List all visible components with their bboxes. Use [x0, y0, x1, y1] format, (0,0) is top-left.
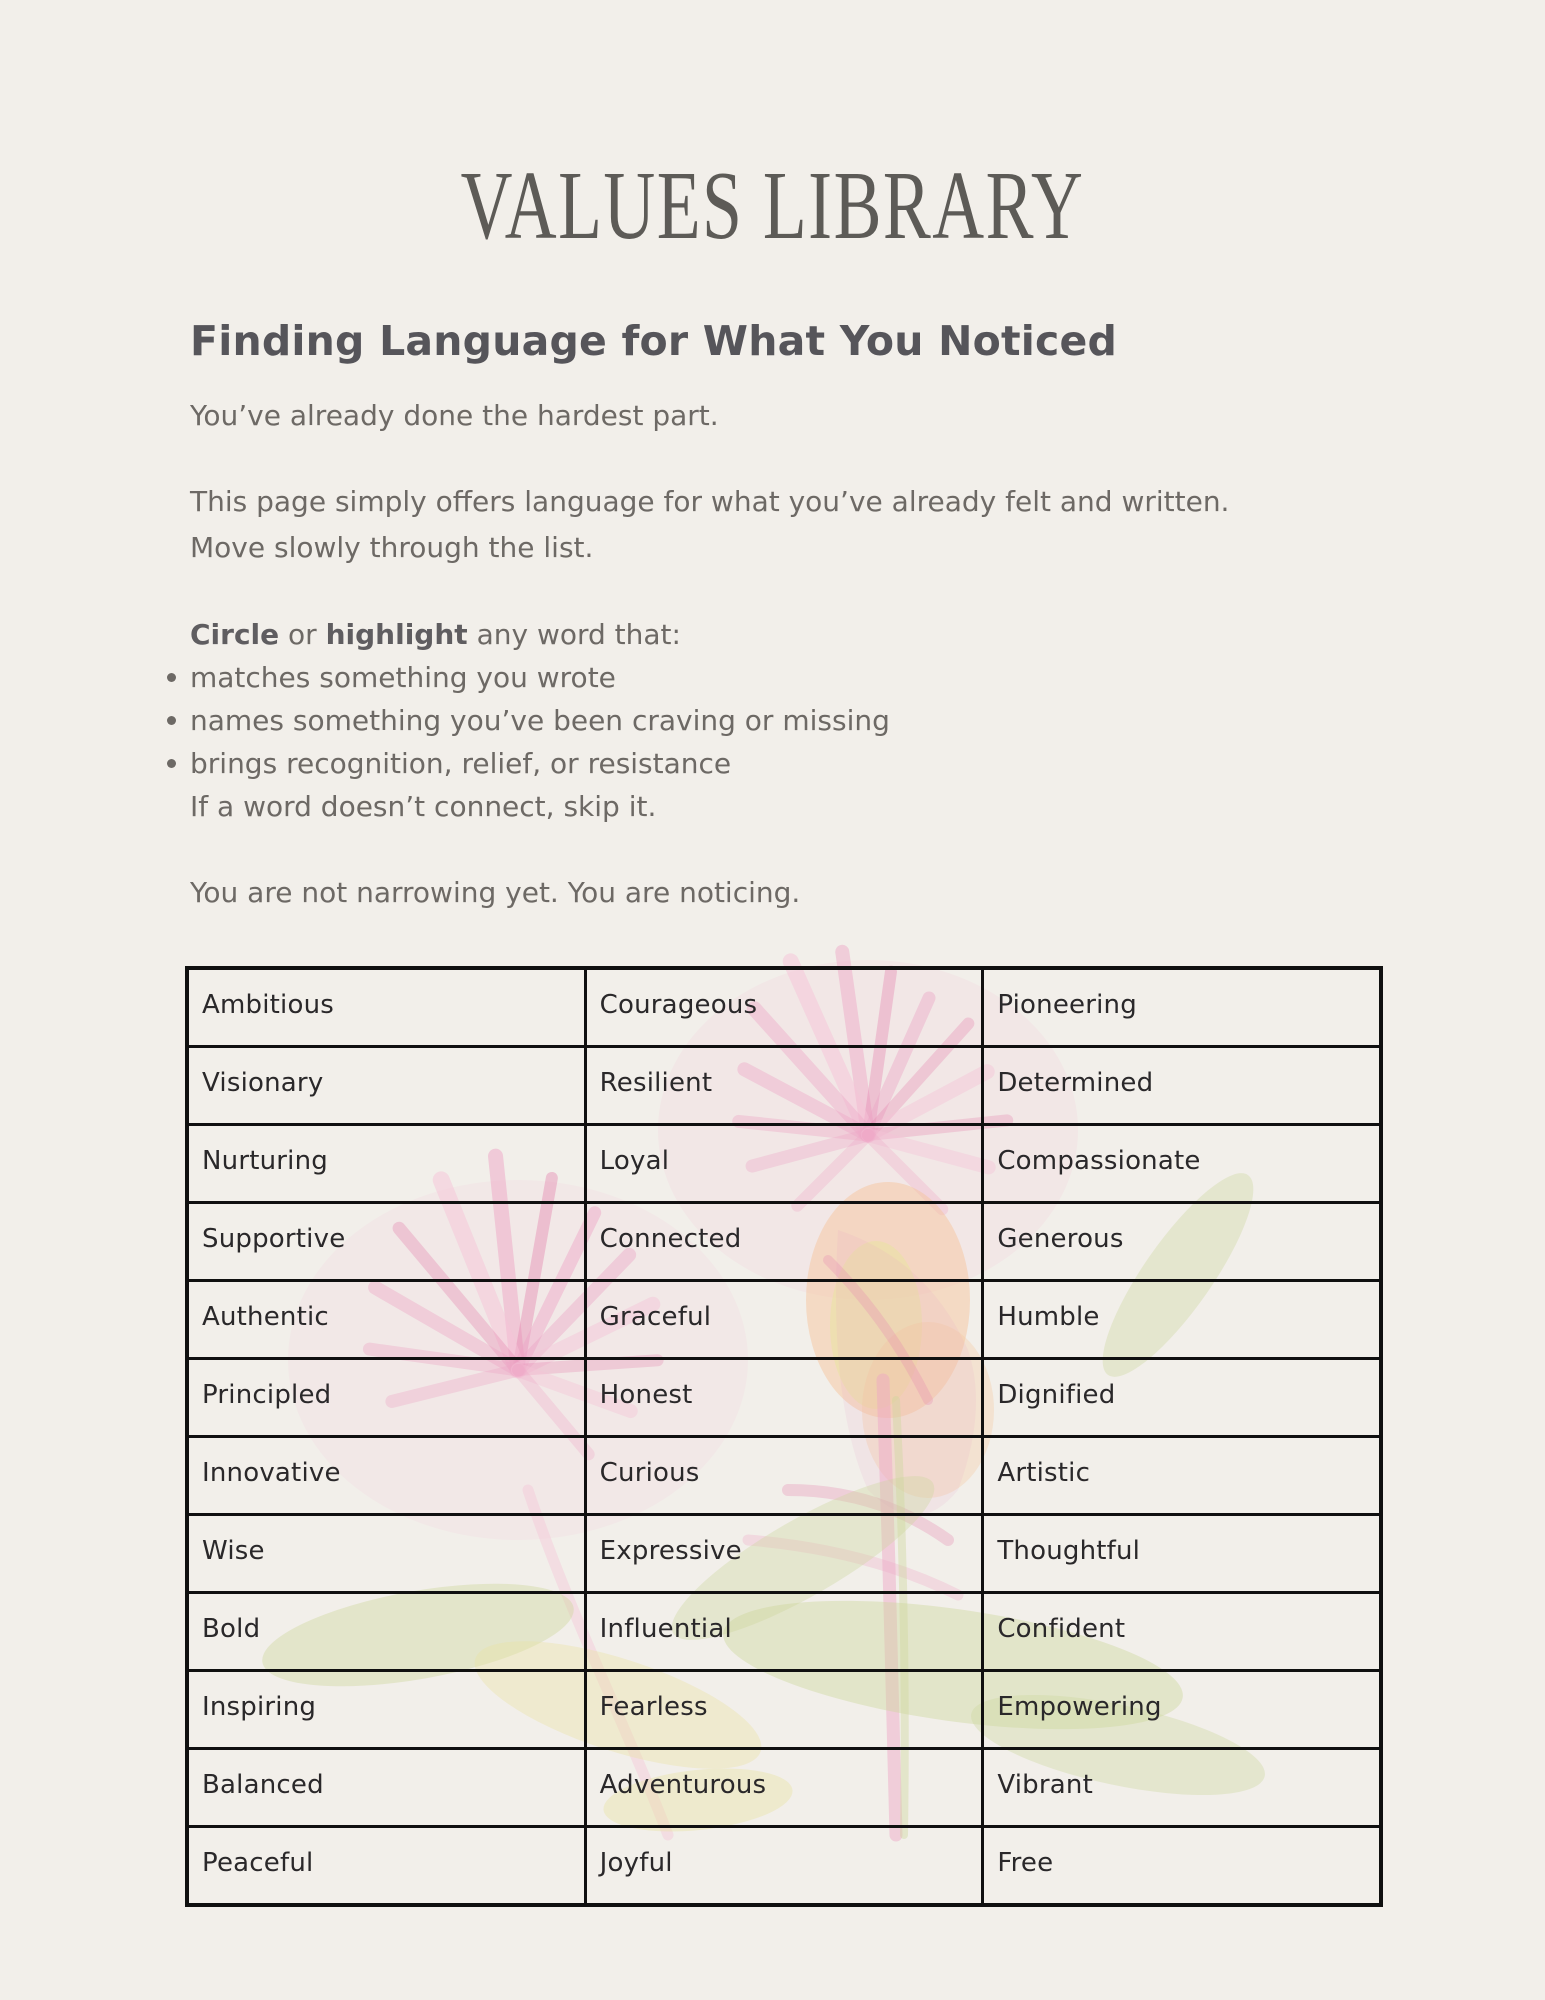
value-cell: Curious	[585, 1437, 983, 1515]
value-cell: Thoughtful	[983, 1515, 1381, 1593]
table-row	[187, 1437, 1381, 1515]
page-title: VALUES LIBRARY	[460, 151, 1085, 259]
value-cell: Humble	[983, 1281, 1381, 1359]
value-cell: Supportive	[187, 1203, 585, 1281]
table-row	[187, 1203, 1381, 1281]
circle-word: Circle	[190, 618, 280, 651]
value-cell: Innovative	[187, 1437, 585, 1515]
table-row	[187, 1593, 1381, 1671]
bullet-item: names something you’ve been craving or missing	[190, 699, 890, 742]
value-cell: Expressive	[585, 1515, 983, 1593]
criteria-bullet-list	[190, 656, 890, 785]
value-cell: Confident	[983, 1593, 1381, 1671]
value-cell: Influential	[585, 1593, 983, 1671]
value-cell: Authentic	[187, 1281, 585, 1359]
value-cell: Connected	[585, 1203, 983, 1281]
value-cell: Principled	[187, 1359, 585, 1437]
value-cell: Nurturing	[187, 1125, 585, 1203]
value-cell: Honest	[585, 1359, 983, 1437]
value-cell: Inspiring	[187, 1671, 585, 1749]
highlight-word: highlight	[325, 618, 468, 651]
bullet-item: matches something you wrote	[190, 656, 890, 699]
table-row	[187, 968, 1381, 1047]
value-cell: Bold	[187, 1593, 585, 1671]
value-cell: Dignified	[983, 1359, 1381, 1437]
instruction-line	[190, 613, 681, 656]
intro-line-2: This page simply offers language for what you’ve already felt and written.	[190, 485, 1230, 518]
table-row	[187, 1281, 1381, 1359]
value-cell: Adventurous	[585, 1749, 983, 1827]
section-heading: Finding Language for What You Noticed	[190, 317, 1118, 366]
value-cell: Artistic	[983, 1437, 1381, 1515]
table-row	[187, 1671, 1381, 1749]
value-cell: Loyal	[585, 1125, 983, 1203]
value-cell: Joyful	[585, 1827, 983, 1906]
value-cell: Vibrant	[983, 1749, 1381, 1827]
value-cell: Courageous	[585, 968, 983, 1047]
skip-line: If a word doesn’t connect, skip it.	[190, 790, 657, 823]
value-cell: Generous	[983, 1203, 1381, 1281]
value-cell: Fearless	[585, 1671, 983, 1749]
table-row	[187, 1047, 1381, 1125]
value-cell: Ambitious	[187, 968, 585, 1047]
value-cell: Peaceful	[187, 1827, 585, 1906]
value-cell: Free	[983, 1827, 1381, 1906]
instruction-rest: any word that:	[467, 618, 681, 651]
value-cell: Resilient	[585, 1047, 983, 1125]
value-cell: Pioneering	[983, 968, 1381, 1047]
value-cell: Balanced	[187, 1749, 585, 1827]
table-row	[187, 1125, 1381, 1203]
value-cell: Graceful	[585, 1281, 983, 1359]
closing-line: You are not narrowing yet. You are noticing.	[190, 876, 801, 909]
intro-paragraph	[190, 394, 1229, 523]
value-cell: Empowering	[983, 1671, 1381, 1749]
table-row	[187, 1827, 1381, 1906]
table-row	[187, 1359, 1381, 1437]
table-row	[187, 1749, 1381, 1827]
value-cell: Determined	[983, 1047, 1381, 1125]
or-word: or	[279, 618, 326, 651]
bullet-item: brings recognition, relief, or resistance	[190, 742, 890, 785]
value-cell: Visionary	[187, 1047, 585, 1125]
intro-line-1: You’ve already done the hardest part.	[190, 399, 719, 432]
value-cell: Compassionate	[983, 1125, 1381, 1203]
move-slowly-line: Move slowly through the list.	[190, 531, 594, 564]
table-row	[187, 1515, 1381, 1593]
value-cell: Wise	[187, 1515, 585, 1593]
values-table	[185, 966, 1383, 1907]
